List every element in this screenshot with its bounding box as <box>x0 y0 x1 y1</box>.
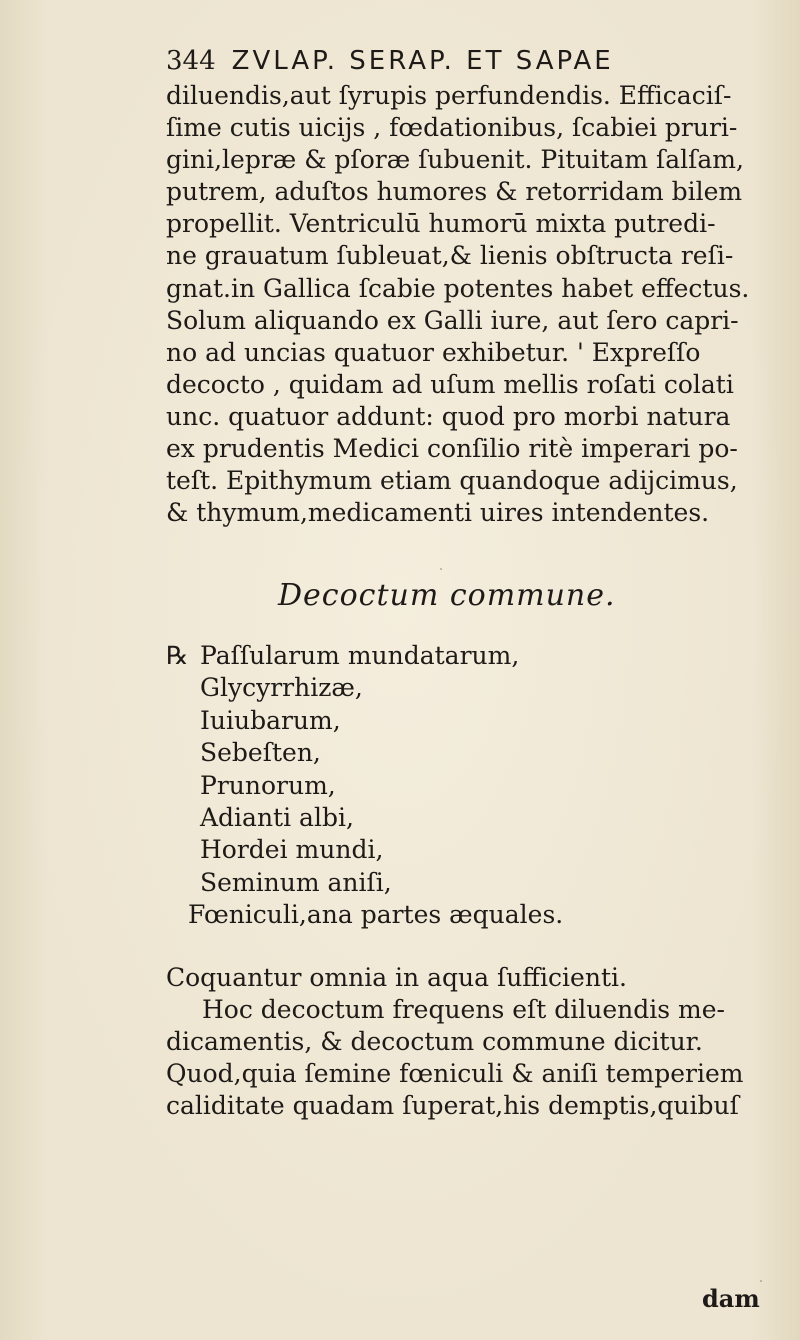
ink-speck <box>760 1280 762 1282</box>
text-line: unc. quatuor addunt: quod pro morbi natura <box>166 401 731 431</box>
text-line: Quod,quia ſemine fœniculi & aniſi temperiem <box>166 1059 744 1089</box>
text-line: decocto , quidam ad uſum mellis roſati colati <box>166 369 734 399</box>
text-line: Hoc decoctum frequens eſt diluendis me- <box>202 995 725 1025</box>
list-item: Glycyrrhizæ, <box>200 673 363 703</box>
recipe-symbol: ℞ <box>166 641 189 670</box>
list-item: Adianti albi, <box>200 802 354 832</box>
text-line: dicamentis, & decoctum commune dicitur. <box>166 1027 703 1057</box>
text-line: ex prudentis Medici conſilio ritè imperari po- <box>166 434 738 464</box>
recipe-ingredient-list <box>166 640 563 932</box>
text-line: diluendis,aut ſyrupis perfundendis. Efficaciſ- <box>166 81 732 110</box>
list-item: Sebeſten, <box>200 738 321 768</box>
recipe-title: Decoctum commune. <box>278 578 616 613</box>
text-line: caliditate quadam ſuperat,his demptis,quibuſ <box>166 1091 739 1121</box>
list-item: Iuiubarum, <box>200 705 341 735</box>
text-line: ne grauatum ſubleuat,& lienis obſtructa reſi- <box>166 241 734 271</box>
body-paragraph <box>166 80 800 529</box>
text-line: & thymum,medicamenti uires intendentes. <box>166 498 710 528</box>
text-line: Solum aliquando ex Galli iure, aut ſero capri- <box>166 305 739 335</box>
list-item: Seminum aniſi, <box>200 867 392 897</box>
text-line: gini,lepræ & pſoræ ſubuenit. Pituitam ſalſam, <box>166 145 744 175</box>
text-line: propellit. Ventriculū humorū mixta putredi- <box>166 209 716 239</box>
list-item: Prunorum, <box>200 770 336 800</box>
text-line: gnat.in Gallica ſcabie potentes habet effectus. <box>166 273 750 303</box>
list-item: Hordei mundi, <box>200 835 384 865</box>
running-title: ZVLAP. SERAP. ET SAPAE <box>231 46 614 76</box>
text-line: putrem, aduſtos humores & retorridam bilem <box>166 177 743 207</box>
ink-speck <box>440 568 442 570</box>
ingredient: Paſſularum mundatarum, <box>200 641 520 670</box>
list-item <box>166 640 563 672</box>
closing-paragraph <box>166 962 800 1122</box>
text-line: no ad uncias quatuor exhibetur. ' Expreſſo <box>166 337 701 367</box>
text-line: ſime cutis uicijs , fœdationibus, ſcabiei pruri- <box>166 113 738 143</box>
text-line: Coquantur omnia in aqua ſufficienti. <box>166 963 627 992</box>
text-line: teſt. Epithymum etiam quandoque adijcimus, <box>166 466 738 496</box>
list-item: Fœniculi,ana partes æquales. <box>188 900 564 930</box>
page-number: 344 <box>166 46 216 76</box>
catchword: dam <box>702 1284 760 1313</box>
